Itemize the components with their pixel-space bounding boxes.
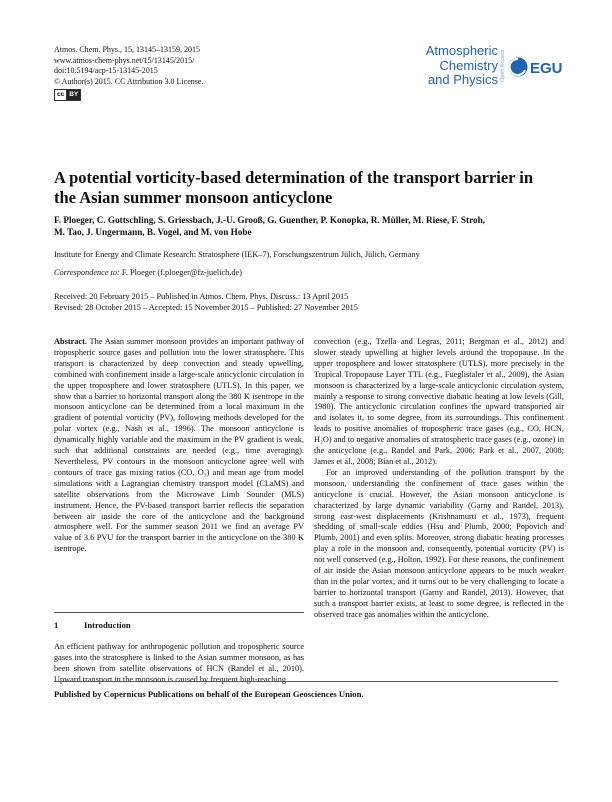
section-heading-introduction (54, 620, 131, 630)
introduction-text (54, 642, 304, 686)
authors-line-2: M. Tao, J. Ungermann, B. Vogel, and M. von Hobe (54, 227, 252, 237)
citation: Atmos. Chem. Phys., 15, 13145–13159, 2015 (54, 45, 201, 54)
correspondence-label: Correspondence to: (54, 268, 120, 277)
section-divider (54, 612, 304, 613)
title-line-1: A potential vorticity-based determination of the transport barrier in (54, 168, 534, 187)
journal-name (412, 44, 498, 88)
right-column (314, 337, 564, 621)
abstract (54, 337, 304, 555)
open-access-label: Open Access (500, 49, 506, 83)
abstract-text: The Asian summer monsoon provides an important pathway of tropospheric source gases and pollution into the lower stratosphere. This transport is characterized by deep convection and steady upwelling, combined with confinement inside a large-scale anticyclonic circulation in the upper troposphere and lower stratosphere (UTLS). In this paper, we show that a barrier to horizontal transport along the 380 K isentrope in the monsoon anticyclone can be determined from a local maximum in the gradient of potential vorticity (PV), following methods developed for the polar vortex (e.g., Nash et al., 1996). The monsoon anticyclone is dynamically highly variable and the maximum in the PV gradient is weak, such that additional constraints are needed (e.g., time averaging). Nevertheless, PV contours in the monsoon anticyclone agree well with contours of trace gas mixing ratios (CO, O₃) and mean age from model simulations with a Lagrangian chemistry transport model (CLaMS) and satellite observations from the Microwave Limb Sounder (MLS) instrument. Hence, the PV-based transport barrier reflects the separation between air inside the core of the anticyclone and the background atmosphere well. For the summer season 2011 we find an average PV value of 3.6 PVU for the transport barrier in the anticyclone on the 380 K isentrope. (54, 337, 304, 554)
introduction-paragraph: An efficient pathway for anthropogenic pollution and tropospheric source gases into the stratosphere is linked to the Asian summer monsoon, as has been shown from satellite observations of HCN (Randel et al., 2010). Upward transport in the monsoon is caused by frequent high-reaching (54, 642, 304, 684)
title-line-2: the Asian summer monsoon anticyclone (54, 188, 333, 207)
egu-logo-letters: EGU (530, 60, 563, 77)
license-text: © Author(s) 2015. CC Attribution 3.0 License. (54, 76, 204, 86)
journal-name-line2: Chemistry (439, 57, 498, 73)
publisher-footer: Published by Copernicus Publications on behalf of the European Geosciences Union. (54, 689, 364, 699)
affiliation: Institute for Energy and Climate Research: Stratosphere (IEK–7), Forschungszentrum Jülich, Jülich, Germany (54, 250, 420, 259)
correspondence (54, 268, 242, 277)
abstract-label: Abstract. (54, 337, 87, 346)
cc-by-badge[interactable] (54, 89, 81, 101)
journal-name-line1: Atmospheric (425, 43, 498, 58)
egu-logo-icon (508, 52, 563, 82)
dates-revised: Revised: 28 October 2015 – Accepted: 15 November 2015 – Published: 27 November 2015 (54, 303, 358, 312)
footer-divider (54, 681, 558, 682)
journal-name-line3: and Physics (427, 72, 498, 87)
article-url[interactable]: www.atmos-chem-phys.net/15/13145/2015/ (54, 55, 195, 65)
section-number: 1 (54, 620, 59, 630)
dates-received: Received: 20 February 2015 – Published in Atmos. Chem. Phys. Discuss.: 13 April 2015 (54, 292, 349, 301)
authors-line-1: F. Ploeger, C. Gottschling, S. Griessbach, J.-U. Grooß, G. Guenther, P. Konopka, R. Müller, M. Riese, F. Stroh, (54, 215, 485, 225)
correspondence-contact[interactable]: F. Ploeger (f.ploeger@fz-juelich.de) (121, 268, 242, 277)
publication-dates (54, 291, 358, 313)
paragraph-1: convection (e.g., Tzella and Legras, 2011; Bergman et al., 2012) and slower steady upwelling at higher levels around the tropopause. In the upper troposphere and lower stratosphere (UTLS), more precisely in the Tropical Tropopause Layer TTL (e.g., Fueglistaler et al., 2009), the Asian monsoon is characterized by a large-scale anticyclonic circulation system, mainly a response to strong convective diabatic heating at low levels (Gill, 1980). The anticyclonic circulation confines the upward transported air and isolates it, to some degree, from its surroundings. This confinement leads to positive anomalies of tropospheric trace gases (e.g., CO, HCN, H₂O) and to negative anomalies of stratospheric trace gases (e.g., ozone) in the anticyclone (e.g., Randel and Park, 2006; Park et al., 2007, 2008; James et al., 2008; Bian et al., 2012). (314, 337, 564, 466)
article-title (54, 168, 564, 208)
cc-mark: cc (55, 90, 67, 100)
section-title: Introduction (84, 620, 131, 630)
paragraph-2: For an improved understanding of the pollution transport by the monsoon, understanding the confinement of trace gases within the anticyclone is crucial. However, the Asian monsoon anticyclone is characterized by large dynamic variability (Garny and Randel, 2013), strong east-west displacements (Krishnamurti et al., 1973), frequent shedding of small-scale eddies (Hsu and Plumb, 2000; Popovich and Plumb, 2001) and even splits. Moreover, strong diabatic heating processes play a role in the monsoon and, consequently, potential vorticity (PV) is not well conserved (e.g., Holton, 1992). For these reasons, the confinement of air inside the Asian monsoon anticyclone appears to be much weaker than in the polar vortex, and it turns out to be very challenging to locate a barrier to horizontal transport (Garny and Randel, 2013). However, that such a transport barrier exists, at least to some degree, is reflected in the observed trace gas anomalies within the anticyclone. (314, 467, 564, 619)
citation-block (54, 45, 203, 101)
author-list (54, 214, 564, 238)
cc-by: BY (69, 91, 79, 98)
doi[interactable]: doi:10.5194/acp-15-13145-2015 (54, 66, 158, 75)
